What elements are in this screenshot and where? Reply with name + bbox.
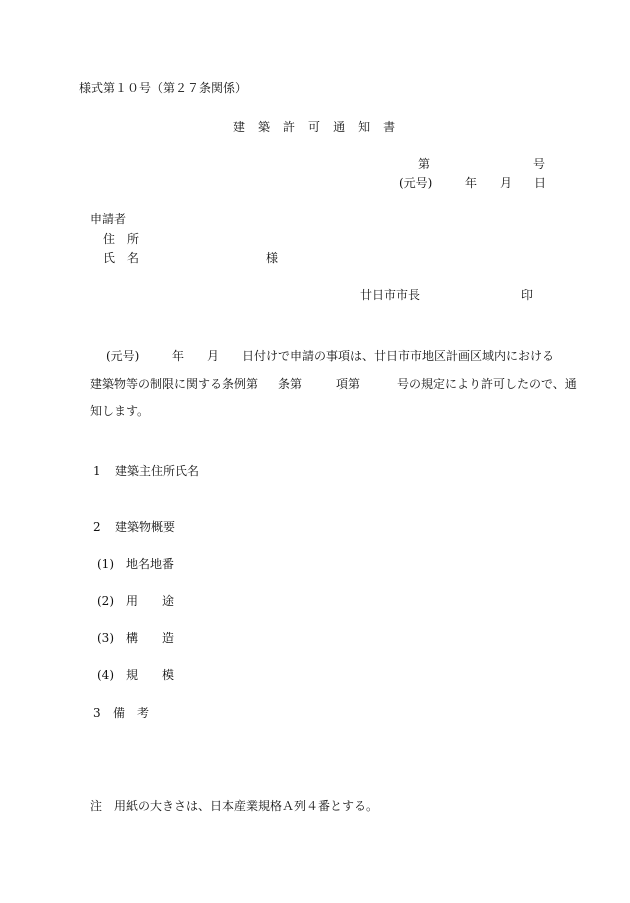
- document-title: [233, 120, 395, 134]
- title-char-3: 許: [283, 120, 296, 134]
- body-line1-text: 日付けで申請の事項は、廿日市市地区計画区域内における: [242, 349, 555, 363]
- subsection-1-number: (1): [97, 557, 114, 571]
- body-line2-part3: 項第: [336, 377, 361, 391]
- doc-number-suffix: 号: [533, 157, 546, 171]
- title-char-7: 書: [383, 120, 396, 134]
- subsection-4-number: (4): [97, 668, 114, 682]
- issuer-seal: 印: [521, 288, 534, 302]
- subsection-3-label: 構 造: [126, 631, 175, 645]
- applicant-heading: 申請者: [90, 212, 127, 226]
- date-month: 月: [500, 176, 513, 190]
- subsection-2-label: 用 途: [126, 594, 175, 608]
- section-1-number: 1: [93, 464, 101, 478]
- title-char-6: 知: [358, 120, 371, 134]
- section-1-label: 建築主住所氏名: [115, 464, 200, 478]
- applicant-name-label: 氏 名: [103, 251, 140, 265]
- doc-number-prefix: 第: [418, 157, 431, 171]
- body-line2-part2: 条第: [278, 377, 303, 391]
- form-number: 様式第１０号（第２７条関係）: [79, 81, 248, 95]
- footnote: 注 用紙の大きさは、日本産業規格Ａ列４番とする。: [90, 799, 379, 813]
- date-year: 年: [465, 176, 478, 190]
- body-line1-era: (元号): [106, 349, 140, 363]
- date-era: (元号): [399, 176, 433, 190]
- subsection-4-label: 規 模: [126, 668, 175, 682]
- body-line1-month: 月: [207, 349, 220, 363]
- subsection-2-number: (2): [97, 594, 114, 608]
- section-3-label: 備 考: [113, 706, 150, 720]
- section-2-number: 2: [93, 520, 101, 534]
- section-2-label: 建築物概要: [115, 520, 176, 534]
- title-char-1: 建: [233, 120, 246, 134]
- body-line1-year: 年: [172, 349, 185, 363]
- subsection-1-label: 地名地番: [126, 557, 175, 571]
- applicant-address-label: 住 所: [103, 232, 140, 246]
- subsection-3-number: (3): [97, 631, 114, 645]
- title-char-4: 可: [308, 120, 321, 134]
- section-3-number: 3: [93, 706, 101, 720]
- date-day: 日: [534, 176, 547, 190]
- title-char-2: 築: [258, 120, 271, 134]
- body-line3: 知します。: [90, 404, 150, 418]
- issuer-name: 廿日市市長: [360, 288, 421, 302]
- title-char-5: 通: [333, 120, 346, 134]
- body-line2-part1: 建築物等の制限に関する条例第: [90, 377, 259, 391]
- applicant-honorific: 様: [266, 251, 279, 265]
- body-line2-part4: 号の規定により許可したので、通: [397, 377, 577, 391]
